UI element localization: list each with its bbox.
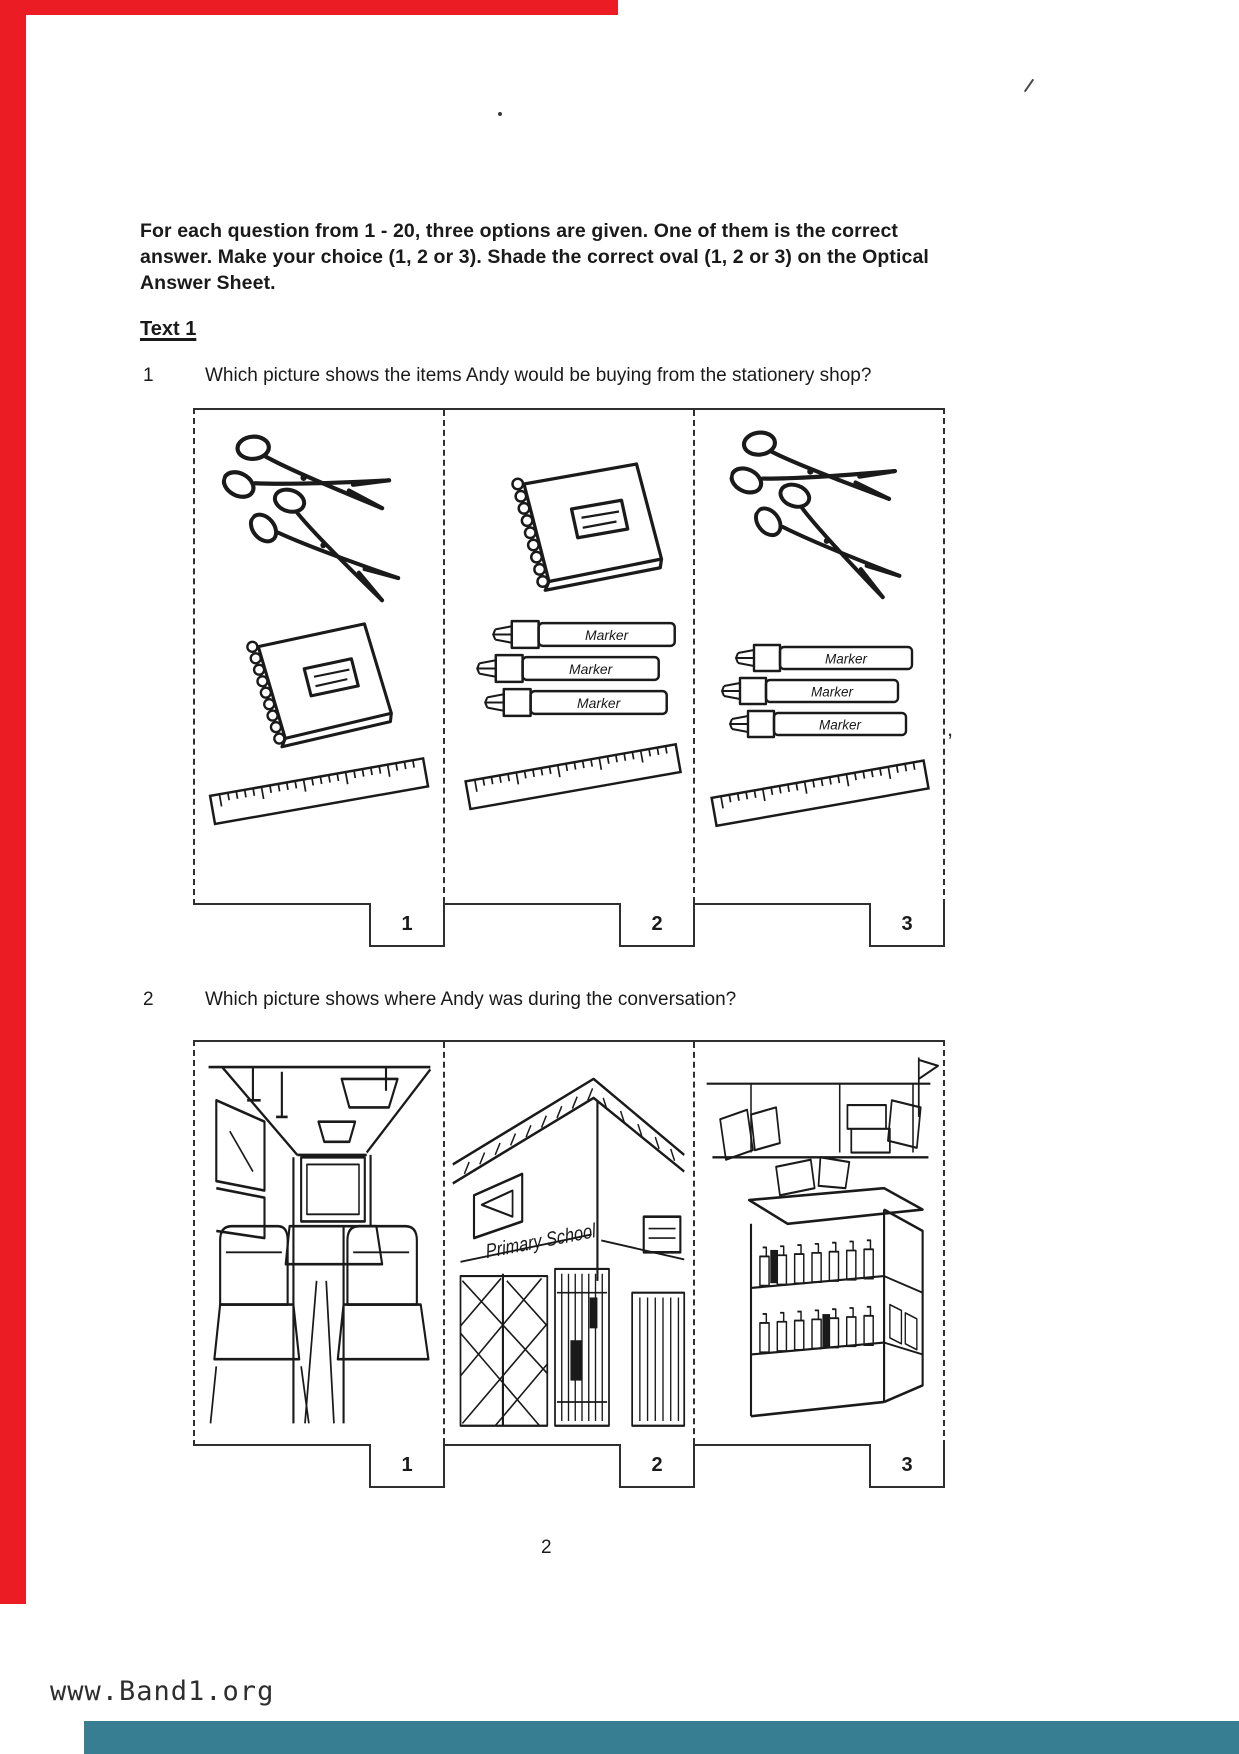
watermark: www.Band1.org <box>50 1676 275 1707</box>
question-2-option-1-panel <box>195 1042 443 1476</box>
scan-artifact-red-left-bar <box>0 0 26 1604</box>
ruler-drawing <box>201 754 439 828</box>
question-1-option-1-panel <box>195 410 443 935</box>
ruler-drawing <box>703 756 939 830</box>
question-1-option-3-panel <box>693 410 943 935</box>
page-number: 2 <box>541 1537 552 1558</box>
option-number: 2 <box>651 912 663 935</box>
option-number: 1 <box>401 912 413 935</box>
bus-interior-drawing <box>197 1048 440 1440</box>
instructions-text: For each question from 1 - 20, three options are given. One of them is the correct answer. Make your choice (1, 2 or 3). Shade the correct oval (1, 2 or 3) on the Optical Answer Sheet. <box>140 220 929 295</box>
option-number-box <box>619 903 695 947</box>
scan-artifact-red-top-bar <box>0 0 618 15</box>
question-2-number: 2 <box>143 989 154 1010</box>
option-number: 1 <box>401 1453 413 1476</box>
scan-artifact-footer-bar <box>84 1721 1239 1754</box>
section-heading: Text 1 <box>140 318 197 340</box>
question-1-text: Which picture shows the items Andy would be buying from the stationery shop? <box>205 365 872 386</box>
question-1-figure <box>193 408 945 935</box>
option-number: 2 <box>651 1453 663 1476</box>
markers-drawing <box>471 618 683 719</box>
question-2 <box>143 988 973 1013</box>
scan-speck <box>1024 79 1034 92</box>
shop-shelves-drawing <box>697 1048 940 1440</box>
notebook-drawing <box>215 613 410 763</box>
option-number: 3 <box>901 912 913 935</box>
option-number-box <box>869 903 945 947</box>
scan-speck: , <box>947 716 954 741</box>
question-2-text: Which picture shows where Andy was during the conversation? <box>205 989 737 1010</box>
question-2-option-2-panel <box>443 1042 693 1476</box>
question-1-number: 1 <box>143 365 154 386</box>
scan-speck <box>498 112 502 116</box>
markers-drawing <box>715 642 921 740</box>
school-entrance-drawing <box>447 1048 690 1440</box>
question-1 <box>143 364 973 389</box>
option-number-box <box>869 1444 945 1488</box>
option-number-box <box>369 903 445 947</box>
question-2-option-3-panel <box>693 1042 943 1476</box>
option-number: 3 <box>901 1453 913 1476</box>
ruler-drawing <box>457 740 691 813</box>
question-1-option-2-panel <box>443 410 693 935</box>
option-number-box <box>369 1444 445 1488</box>
question-2-figure <box>193 1040 945 1476</box>
notebook-drawing <box>479 454 679 604</box>
option-number-box <box>619 1444 695 1488</box>
